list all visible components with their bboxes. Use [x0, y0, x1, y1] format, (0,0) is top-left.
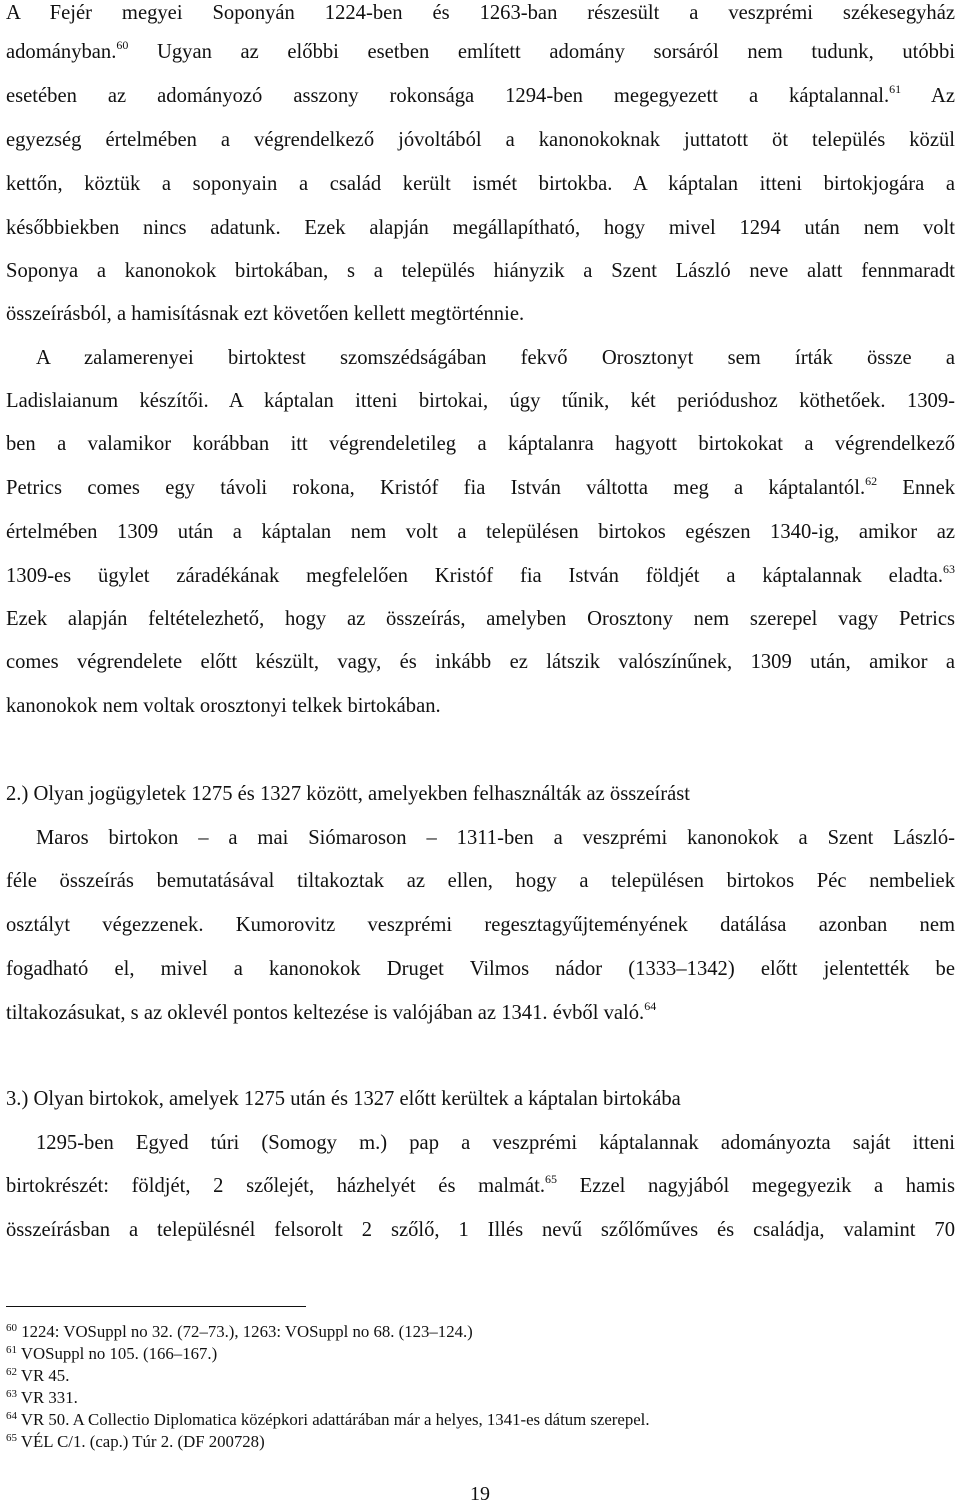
body-line: Ladislaianum készítői. A káptalan itteni birtokai, úgy tűnik, két periódushoz köthetőek. 1309-	[6, 390, 955, 412]
body-line: Petrics comes egy távoli rokona, Kristóf fia István váltotta meg a káptalantól.$^{62}$ Ennek	[6, 474, 956, 499]
body-line: A Fejér megyei Soponyán 1224-ben és 1263-ban részesült a veszprémi székesegyház	[6, 2, 955, 24]
footnote: $^{62}$ VR 45.	[6, 1366, 70, 1385]
body-line: kanonokok nem voltak orosztonyi telkek birtokában.	[6, 695, 441, 717]
footnote-ref: 63	[943, 562, 955, 576]
body-line: 1295-ben Egyed túri (Somogy m.) pap a veszprémi káptalannak adományozta saját itteni	[36, 1132, 955, 1154]
body-line: tiltakozásukat, s az oklevél pontos keltezése is valójában az 1341. évből való.$^{64}$	[6, 999, 657, 1024]
footnote-number: 65	[6, 1432, 17, 1444]
footnote-ref: 60	[116, 38, 129, 52]
footnote-number: 60	[6, 1322, 17, 1334]
body-line: esetében az adományozó asszony rokonsága 1294-ben megegyezett a káptalannal.$^{61}$ Az	[6, 82, 955, 107]
page-number: 19	[470, 1483, 490, 1505]
body-line: birtokrészét: földjét, 2 szőlejét, házhelyét és malmát.$^{65}$ Ezzel nagyjából megegyezik a hamis	[6, 1172, 955, 1197]
body-line: egyezség értelmében a végrendelkező jóvoltából a kanonokoknak juttatott öt település közül	[6, 129, 955, 151]
body-line: értelmében 1309 után a káptalan nem volt a településen birtokos egészen 1340-ig, amikor az	[6, 521, 955, 543]
body-line: Soponya a kanonokok birtokában, s a település hiányzik a Szent László neve alatt fennmaradt	[6, 260, 955, 282]
body-line: kettőn, köztük a soponyain a család került ismét birtokba. A káptalan itteni birtokjogára a	[6, 173, 955, 195]
body-line: fogadható el, mivel a kanonokok Druget Vilmos nádor (1333–1342) előtt jelentették be	[6, 958, 955, 980]
body-line: későbbiekben nincs adatunk. Ezek alapján megállapítható, hogy mivel 1294 után nem volt	[6, 217, 955, 239]
body-line: összeírásból, a hamisításnak ezt követően kellett megtörténnie.	[6, 303, 525, 325]
footnote: $^{64}$ VR 50. A Collectio Diplomatica középkori adattárában már a helyes, 1341-es dátum szerepel.	[6, 1410, 650, 1429]
section-heading: 3.) Olyan birtokok, amelyek 1275 után és 1327 előtt kerültek a káptalan birtokába	[6, 1088, 681, 1110]
body-line: féle összeírás bemutatásával tiltakoztak az ellen, hogy a településen birtokos Péc nembeliek	[6, 870, 955, 892]
body-line: adományban.$^{60}$ Ugyan az előbbi esetben említett adomány sorsáról nem tudunk, utóbbi	[6, 38, 955, 63]
footnote-ref: 61	[889, 82, 902, 96]
footnote: $^{60}$ 1224: VOSuppl no 32. (72–73.), 1263: VOSuppl no 68. (123–124.)	[6, 1322, 473, 1341]
footnote-number: 61	[6, 1344, 17, 1356]
footnote-separator	[6, 1306, 306, 1307]
footnote-ref: 64	[644, 999, 657, 1013]
footnote: $^{63}$ VR 331.	[6, 1388, 78, 1407]
body-line: A zalamerenyei birtoktest szomszédságában fekvő Orosztonyt sem írták össze a	[36, 347, 955, 369]
body-line: ben a valamikor korábban itt végrendeletileg a káptalanra hagyott birtokokat a végrendelkező	[6, 433, 955, 455]
footnote-ref: 62	[865, 474, 878, 488]
footnote-number: 62	[6, 1366, 17, 1378]
footnote-ref: 65	[545, 1172, 558, 1186]
footnote-number: 63	[6, 1388, 17, 1400]
footnote-number: 64	[6, 1410, 17, 1422]
body-line: comes végrendelete előtt készült, vagy, és inkább ez látszik valószínűnek, 1309 után, amikor a	[6, 651, 955, 673]
footnote: $^{65}$ VÉL C/1. (cap.) Túr 2. (DF 200728)	[6, 1432, 265, 1451]
body-line: Ezek alapján feltételezhető, hogy az összeírás, amelyben Orosztony nem szerepel vagy Petrics	[6, 608, 955, 630]
body-line: Maros birtokon – a mai Siómaroson – 1311-ben a veszprémi kanonokok a Szent László-	[36, 827, 955, 849]
footnote: $^{61}$ VOSuppl no 105. (166–167.)	[6, 1344, 218, 1363]
body-line: osztályt végezzenek. Kumorovitz veszprémi regesztagyűjteményének datálása azonban nem	[6, 914, 955, 936]
section-heading: 2.) Olyan jogügyletek 1275 és 1327 között, amelyekben felhasználták az összeírást	[6, 783, 690, 805]
body-line: 1309-es ügylet záradékának megfelelően Kristóf fia István földjét a káptalannak eladta.$^{63}$	[6, 562, 955, 587]
body-line: összeírásban a településnél felsorolt 2 szőlő, 1 Illés nevű szőlőműves és családja, valamint 70	[6, 1219, 955, 1241]
